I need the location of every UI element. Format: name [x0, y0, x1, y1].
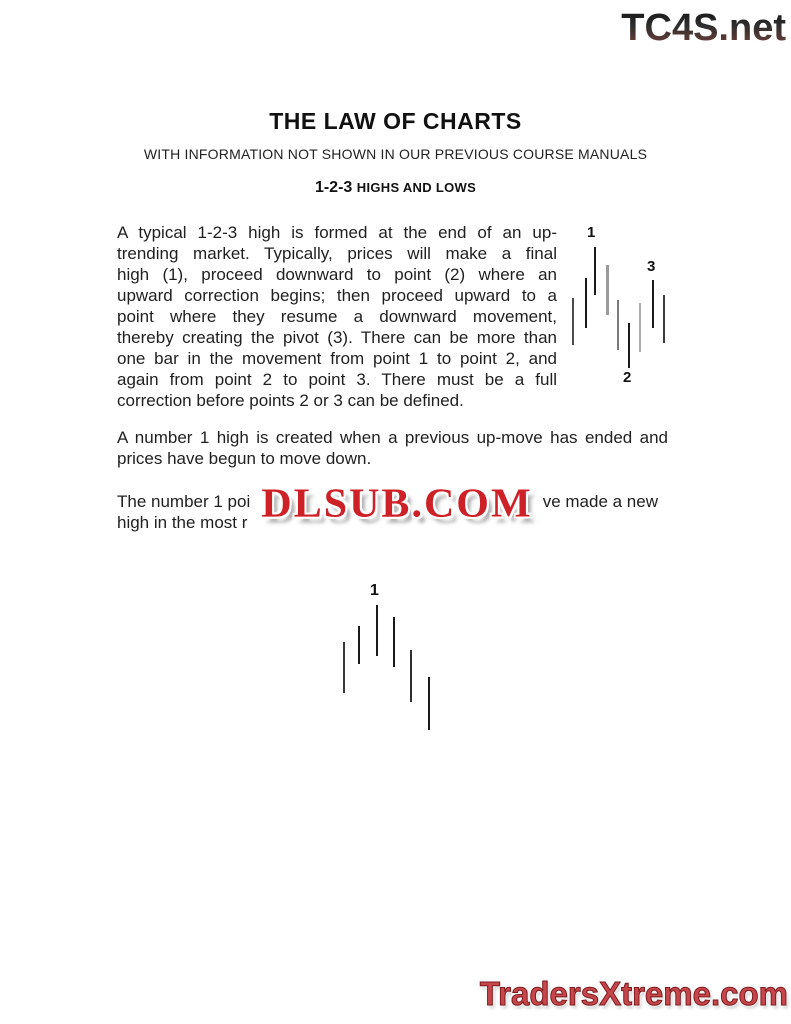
paragraph-line: point where they resume a downward movement,	[117, 307, 557, 326]
page-subtitle: WITH INFORMATION NOT SHOWN IN OUR PREVIOUS COURSE MANUALS	[143, 146, 648, 162]
price-bar	[606, 265, 609, 315]
price-bar	[652, 280, 654, 328]
price-bar	[628, 323, 630, 368]
tradersxtreme-logo[interactable]: TradersXtreme.com	[479, 975, 788, 1012]
section-heading-number: 1-2-3	[314, 179, 353, 196]
pivot-point-label: 1	[370, 582, 379, 599]
paragraph-line: trending market. Typically, prices will make a final	[117, 244, 557, 263]
paragraph-line: high in the most r	[117, 513, 248, 532]
paragraph-line: upward correction begins; then proceed upward to a	[117, 286, 557, 305]
price-bar	[410, 650, 412, 702]
figure-number1-high-pattern	[330, 582, 442, 734]
paragraph-line: A number 1 high is created when a previous up-move has ended and	[117, 428, 668, 447]
price-bar	[572, 298, 574, 345]
price-bar	[594, 247, 596, 295]
paragraph-line: thereby creating the pivot (3). There can be more than	[117, 328, 557, 347]
price-bar	[617, 300, 619, 350]
figure-123-high-pattern	[565, 222, 675, 400]
paragraph-line: correction before points 2 or 3 can be defined.	[117, 391, 464, 410]
tc4s-logo[interactable]: TC4S.net	[598, 6, 786, 50]
price-bar	[393, 617, 395, 667]
price-bar	[585, 278, 587, 328]
dlsub-watermark[interactable]: DLSUB.COM	[261, 481, 533, 527]
section-heading	[0, 179, 791, 197]
paragraph-line: one bar in the movement from point 1 to point 2, and	[117, 349, 557, 368]
paragraph-line: high (1), proceed downward to point (2) where an	[117, 265, 557, 284]
paragraph-line: again from point 2 to point 3. There must be a full	[117, 370, 557, 389]
paragraph-line: A typical 1-2-3 high is formed at the end of an up-	[117, 223, 557, 242]
price-bar	[663, 295, 665, 343]
price-bar	[428, 677, 430, 730]
paragraph-line-prefix: The number 1 poi	[117, 492, 251, 511]
price-bar	[639, 303, 641, 352]
paragraph-number1-high	[117, 427, 668, 469]
price-bar	[376, 605, 378, 656]
price-bar	[343, 642, 345, 693]
section-heading-text: HIGHS AND LOWS	[356, 180, 477, 195]
paragraph-line-suffix: ve made a new	[542, 492, 658, 511]
pivot-point-label: 2	[623, 369, 632, 386]
pivot-point-label: 3	[647, 258, 656, 275]
price-bar	[358, 626, 360, 664]
page-title: THE LAW OF CHARTS	[269, 108, 522, 134]
paragraph-line: prices have begun to move down.	[117, 449, 372, 468]
paragraph-123-high	[117, 222, 557, 411]
pivot-point-label: 1	[587, 224, 596, 241]
